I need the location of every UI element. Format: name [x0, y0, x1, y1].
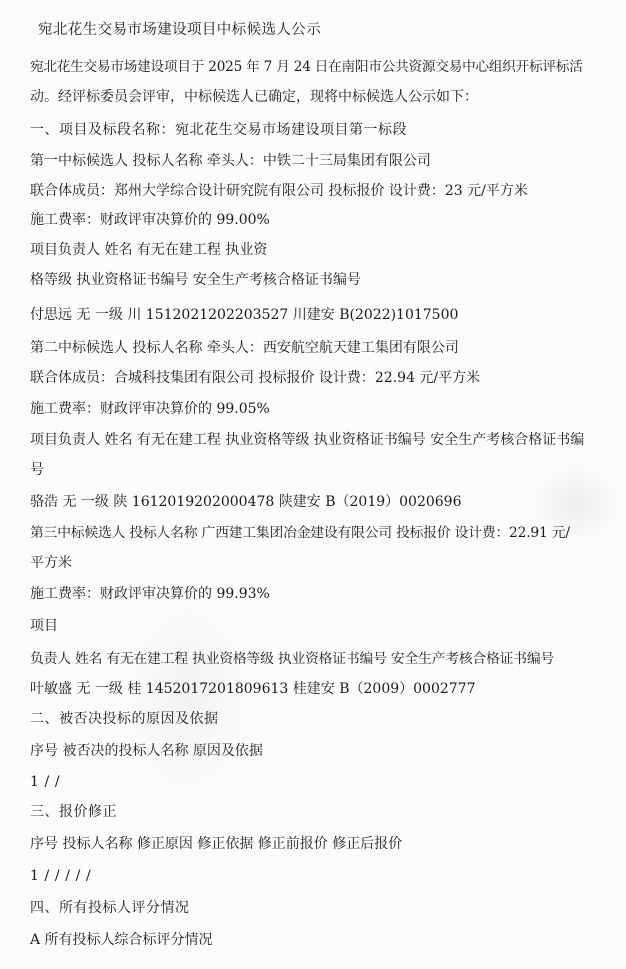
candidate-3-manager-row: 叶敏盛 无 一级 桂 1452017201809613 桂建安 B（2009）0002777	[30, 681, 476, 697]
candidate-3-header-cont: 平方米	[30, 555, 72, 571]
section-heading-scores: 四、所有投标人评分情况	[30, 900, 190, 916]
rejected-table-header: 序号 被否决的投标人名称 原因及依据	[30, 743, 263, 759]
rejected-table-row: 1 / /	[30, 774, 61, 790]
candidate-2-header: 第二中标候选人 投标人名称 牵头人：西安航空航天建工集团有限公司	[30, 340, 459, 356]
candidate-2-members: 联合体成员：合城科技集团有限公司 投标报价 设计费：22.94 元/平方米	[30, 370, 481, 386]
section-heading-project: 一、项目及标段名称：宛北花生交易市场建设项目第一标段	[30, 122, 407, 138]
candidate-3-manager-header-b: 负责人 姓名 有无在建工程 执业资格等级 执业资格证书编号 安全生产考核合格证书编号	[30, 651, 555, 667]
price-correction-table-row: 1 / / / / /	[30, 868, 92, 884]
intro-line-1: 宛北花生交易市场建设项目于 2025 年 7 月 24 日在南阳市公共资源交易中心组织开标评标活	[30, 59, 583, 75]
candidate-3-manager-header-a: 项目	[30, 618, 58, 634]
candidate-2-manager-row: 骆浩 无 一级 陕 1612019202000478 陕建安 B（2019）0020696	[30, 494, 462, 510]
candidate-2-manager-header-a: 项目负责人 姓名 有无在建工程 执业资格等级 执业资格证书编号 安全生产考核合格证书编	[30, 432, 585, 448]
candidate-3-header: 第三中标候选人 投标人名称 广西建工集团冶金建设有限公司 投标报价 设计费：22.91 元/	[30, 525, 570, 541]
price-correction-table-header: 序号 投标人名称 修正原因 修正依据 修正前报价 修正后报价	[30, 836, 403, 852]
section-heading-price-correction: 三、报价修正	[30, 804, 117, 820]
candidate-1-manager-row: 付思远 无 一级 川 1512021202203527 川建安 B(2022)1017500	[30, 307, 459, 323]
intro-line-2: 动。经评标委员会评审，中标候选人已确定，现将中标候选人公示如下：	[30, 89, 478, 105]
section-heading-rejected: 二、被否决投标的原因及依据	[30, 711, 219, 727]
candidate-1-members: 联合体成员：郑州大学综合设计研究院有限公司 投标报价 设计费：23 元/平方米	[30, 183, 528, 199]
scores-subheading: A 所有投标人综合标评分情况	[30, 932, 213, 948]
document-title: 宛北花生交易市场建设项目中标候选人公示	[38, 22, 322, 38]
candidate-1-manager-header-a: 项目负责人 姓名 有无在建工程 执业资	[30, 242, 268, 258]
candidate-1-manager-header-b: 格等级 执业资格证书编号 安全生产考核合格证书编号	[30, 272, 361, 288]
candidate-2-fee-rate: 施工费率：财政评审决算价的 99.05%	[30, 401, 270, 417]
candidate-2-manager-header-b: 号	[30, 462, 44, 478]
candidate-1-header: 第一中标候选人 投标人名称 牵头人：中铁二十三局集团有限公司	[30, 153, 431, 169]
candidate-3-fee-rate: 施工费率：财政评审决算价的 99.93%	[30, 586, 270, 602]
candidate-1-fee-rate: 施工费率：财政评审决算价的 99.00%	[30, 212, 270, 228]
